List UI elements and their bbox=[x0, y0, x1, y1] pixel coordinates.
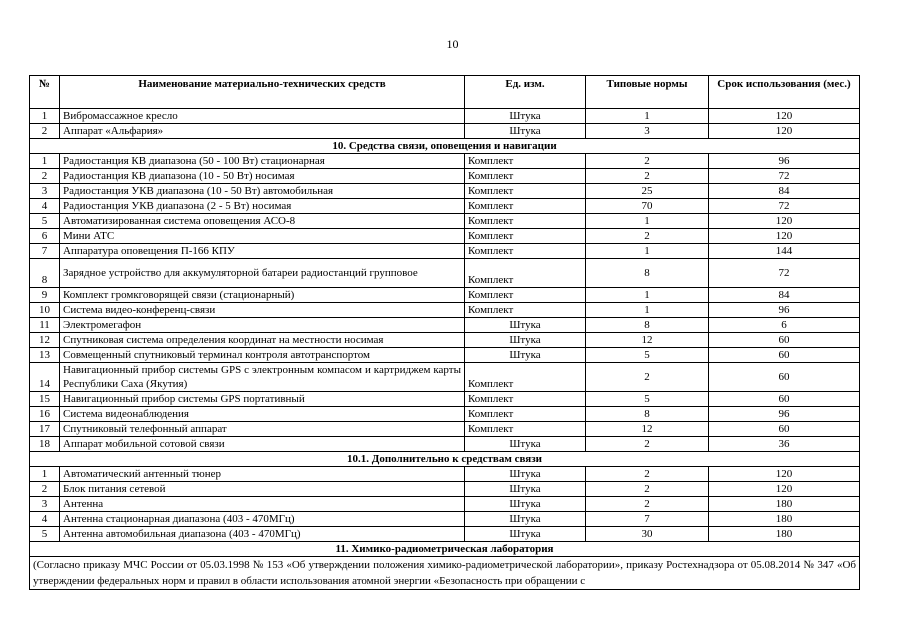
row-num: 7 bbox=[30, 244, 60, 259]
row-num: 6 bbox=[30, 229, 60, 244]
row-norm: 8 bbox=[586, 259, 709, 288]
row-unit: Штука bbox=[465, 348, 586, 363]
row-unit: Комплект bbox=[465, 229, 586, 244]
row-norm: 1 bbox=[586, 288, 709, 303]
row-num: 1 bbox=[30, 467, 60, 482]
row-num: 2 bbox=[30, 124, 60, 139]
row-norm: 12 bbox=[586, 333, 709, 348]
table-row bbox=[30, 318, 860, 333]
row-num: 3 bbox=[30, 497, 60, 512]
row-norm: 70 bbox=[586, 199, 709, 214]
row-term: 60 bbox=[709, 348, 860, 363]
row-unit: Комплект bbox=[465, 184, 586, 199]
row-unit: Комплект bbox=[465, 407, 586, 422]
row-unit: Комплект bbox=[465, 288, 586, 303]
row-num: 2 bbox=[30, 482, 60, 497]
row-norm: 12 bbox=[586, 422, 709, 437]
row-name: Совмещенный спутниковый терминал контроля автотранспортом bbox=[60, 348, 465, 363]
header-norm: Типовые нормы bbox=[586, 76, 709, 109]
row-num: 8 bbox=[30, 259, 60, 288]
table-row bbox=[30, 229, 860, 244]
row-name: Спутниковый телефонный аппарат bbox=[60, 422, 465, 437]
row-term: 60 bbox=[709, 392, 860, 407]
row-num: 14 bbox=[30, 363, 60, 392]
row-norm: 2 bbox=[586, 154, 709, 169]
row-norm: 2 bbox=[586, 229, 709, 244]
row-term: 120 bbox=[709, 214, 860, 229]
row-term: 60 bbox=[709, 363, 860, 392]
row-num: 11 bbox=[30, 318, 60, 333]
row-num: 2 bbox=[30, 169, 60, 184]
row-num: 9 bbox=[30, 288, 60, 303]
row-norm: 2 bbox=[586, 482, 709, 497]
table-row bbox=[30, 199, 860, 214]
table-row bbox=[30, 154, 860, 169]
row-term: 72 bbox=[709, 169, 860, 184]
row-term: 120 bbox=[709, 124, 860, 139]
row-unit: Комплект bbox=[465, 154, 586, 169]
table-row bbox=[30, 527, 860, 542]
table-row bbox=[30, 392, 860, 407]
row-name: Радиостанция КВ диапазона (50 - 100 Вт) стационарная bbox=[60, 154, 465, 169]
row-norm: 5 bbox=[586, 348, 709, 363]
table-row bbox=[30, 482, 860, 497]
row-num: 5 bbox=[30, 214, 60, 229]
row-term: 120 bbox=[709, 109, 860, 124]
row-name: Зарядное устройство для аккумуляторной батареи радиостанций групповое bbox=[60, 259, 465, 288]
row-term: 180 bbox=[709, 512, 860, 527]
row-unit: Штука bbox=[465, 467, 586, 482]
page-number: 10 bbox=[446, 37, 459, 51]
row-unit: Штука bbox=[465, 527, 586, 542]
row-term: 180 bbox=[709, 527, 860, 542]
table-row bbox=[30, 288, 860, 303]
row-term: 144 bbox=[709, 244, 860, 259]
row-term: 72 bbox=[709, 199, 860, 214]
section-11-note: (Согласно приказу МЧС России от 05.03.1998 № 153 «Об утверждении положения химико-радиометрической лаборатории», приказу Ростехнадзора от 05.08.2014 № 347 «Об утверждении федеральных норм и правил в области использования атомной энергии «Безопасность при обращении с bbox=[30, 557, 860, 590]
row-num: 10 bbox=[30, 303, 60, 318]
row-norm: 8 bbox=[586, 407, 709, 422]
norms-table bbox=[29, 75, 860, 590]
row-unit: Комплект bbox=[465, 259, 586, 288]
row-norm: 2 bbox=[586, 437, 709, 452]
table-row bbox=[30, 244, 860, 259]
row-num: 3 bbox=[30, 184, 60, 199]
row-norm: 1 bbox=[586, 214, 709, 229]
row-unit: Комплект bbox=[465, 392, 586, 407]
table-row bbox=[30, 348, 860, 363]
row-unit: Штука bbox=[465, 497, 586, 512]
row-name: Радиостанция УКВ диапазона (10 - 50 Вт) автомобильная bbox=[60, 184, 465, 199]
header-term: Срок использования (мес.) bbox=[709, 76, 860, 109]
table-row bbox=[30, 422, 860, 437]
row-unit: Комплект bbox=[465, 422, 586, 437]
row-term: 120 bbox=[709, 467, 860, 482]
section-title: 11. Химико-радиометрическая лаборатория bbox=[30, 542, 860, 557]
row-num: 4 bbox=[30, 199, 60, 214]
row-norm: 1 bbox=[586, 244, 709, 259]
table-row bbox=[30, 512, 860, 527]
row-name: Аппарат «Альфария» bbox=[60, 124, 465, 139]
row-unit: Штука bbox=[465, 437, 586, 452]
row-norm: 5 bbox=[586, 392, 709, 407]
row-norm: 2 bbox=[586, 363, 709, 392]
row-norm: 3 bbox=[586, 124, 709, 139]
row-num: 13 bbox=[30, 348, 60, 363]
row-unit: Комплект bbox=[465, 169, 586, 184]
row-name: Спутниковая система определения координат на местности носимая bbox=[60, 333, 465, 348]
row-name: Блок питания сетевой bbox=[60, 482, 465, 497]
row-term: 72 bbox=[709, 259, 860, 288]
row-num: 16 bbox=[30, 407, 60, 422]
row-term: 84 bbox=[709, 288, 860, 303]
section-10-header bbox=[30, 139, 860, 154]
row-unit: Комплект bbox=[465, 214, 586, 229]
row-name: Мини АТС bbox=[60, 229, 465, 244]
row-term: 84 bbox=[709, 184, 860, 199]
table-body bbox=[30, 109, 860, 590]
row-unit: Комплект bbox=[465, 303, 586, 318]
row-unit: Штука bbox=[465, 109, 586, 124]
section-title: 10. Средства связи, оповещения и навигации bbox=[30, 139, 860, 154]
row-norm: 30 bbox=[586, 527, 709, 542]
header-num: № bbox=[30, 76, 60, 109]
row-name: Аппаратура оповещения П-166 КПУ bbox=[60, 244, 465, 259]
row-name: Вибромассажное кресло bbox=[60, 109, 465, 124]
row-term: 120 bbox=[709, 482, 860, 497]
row-name: Навигационный прибор системы GPS с электронным компасом и картриджем карты Республики Саха (Якутия) bbox=[60, 363, 465, 392]
row-num: 17 bbox=[30, 422, 60, 437]
table-row bbox=[30, 184, 860, 199]
row-term: 180 bbox=[709, 497, 860, 512]
row-name: Радиостанция УКВ диапазона (2 - 5 Вт) носимая bbox=[60, 199, 465, 214]
row-unit: Штука bbox=[465, 482, 586, 497]
row-name: Комплект громкговорящей связи (стационарный) bbox=[60, 288, 465, 303]
row-term: 96 bbox=[709, 407, 860, 422]
row-term: 60 bbox=[709, 422, 860, 437]
header-unit: Ед. изм. bbox=[465, 76, 586, 109]
row-norm: 8 bbox=[586, 318, 709, 333]
row-term: 120 bbox=[709, 229, 860, 244]
row-name: Радиостанция КВ диапазона (10 - 50 Вт) носимая bbox=[60, 169, 465, 184]
row-name: Автоматический антенный тюнер bbox=[60, 467, 465, 482]
table-row bbox=[30, 363, 860, 392]
table-row bbox=[30, 169, 860, 184]
table-row bbox=[30, 437, 860, 452]
row-num: 4 bbox=[30, 512, 60, 527]
row-num: 5 bbox=[30, 527, 60, 542]
row-norm: 2 bbox=[586, 169, 709, 184]
row-norm: 25 bbox=[586, 184, 709, 199]
section-11-header bbox=[30, 542, 860, 557]
row-norm: 2 bbox=[586, 467, 709, 482]
row-num: 12 bbox=[30, 333, 60, 348]
row-unit: Штука bbox=[465, 318, 586, 333]
row-unit: Штука bbox=[465, 333, 586, 348]
row-unit: Комплект bbox=[465, 199, 586, 214]
row-unit: Комплект bbox=[465, 244, 586, 259]
section-10-1-header bbox=[30, 452, 860, 467]
row-term: 36 bbox=[709, 437, 860, 452]
table-row bbox=[30, 333, 860, 348]
table-row bbox=[30, 259, 860, 288]
row-norm: 1 bbox=[586, 109, 709, 124]
table-row bbox=[30, 303, 860, 318]
table-row bbox=[30, 109, 860, 124]
table-row bbox=[30, 497, 860, 512]
section-11-note-row bbox=[30, 557, 860, 590]
section-title: 10.1. Дополнительно к средствам связи bbox=[30, 452, 860, 467]
row-term: 96 bbox=[709, 154, 860, 169]
row-unit: Штука bbox=[465, 512, 586, 527]
row-unit: Штука bbox=[465, 124, 586, 139]
row-term: 60 bbox=[709, 333, 860, 348]
row-name: Навигационный прибор системы GPS портативный bbox=[60, 392, 465, 407]
row-name: Автоматизированная система оповещения АСО-8 bbox=[60, 214, 465, 229]
row-name: Антенна bbox=[60, 497, 465, 512]
row-name: Антенна стационарная диапазона (403 - 470МГц) bbox=[60, 512, 465, 527]
table-row bbox=[30, 467, 860, 482]
row-norm: 2 bbox=[586, 497, 709, 512]
table-header-row bbox=[30, 76, 860, 109]
header-name: Наименование материально-технических средств bbox=[60, 76, 465, 109]
row-name: Антенна автомобильная диапазона (403 - 470МГц) bbox=[60, 527, 465, 542]
row-name: Аппарат мобильной сотовой связи bbox=[60, 437, 465, 452]
table-row bbox=[30, 407, 860, 422]
table-row bbox=[30, 124, 860, 139]
row-norm: 7 bbox=[586, 512, 709, 527]
row-term: 96 bbox=[709, 303, 860, 318]
row-name: Система видео-конференц-связи bbox=[60, 303, 465, 318]
row-num: 1 bbox=[30, 154, 60, 169]
row-num: 15 bbox=[30, 392, 60, 407]
row-norm: 1 bbox=[586, 303, 709, 318]
row-term: 6 bbox=[709, 318, 860, 333]
row-num: 18 bbox=[30, 437, 60, 452]
row-name: Электромегафон bbox=[60, 318, 465, 333]
row-num: 1 bbox=[30, 109, 60, 124]
table-row bbox=[30, 214, 860, 229]
row-unit: Комплект bbox=[465, 363, 586, 392]
row-name: Система видеонаблюдения bbox=[60, 407, 465, 422]
